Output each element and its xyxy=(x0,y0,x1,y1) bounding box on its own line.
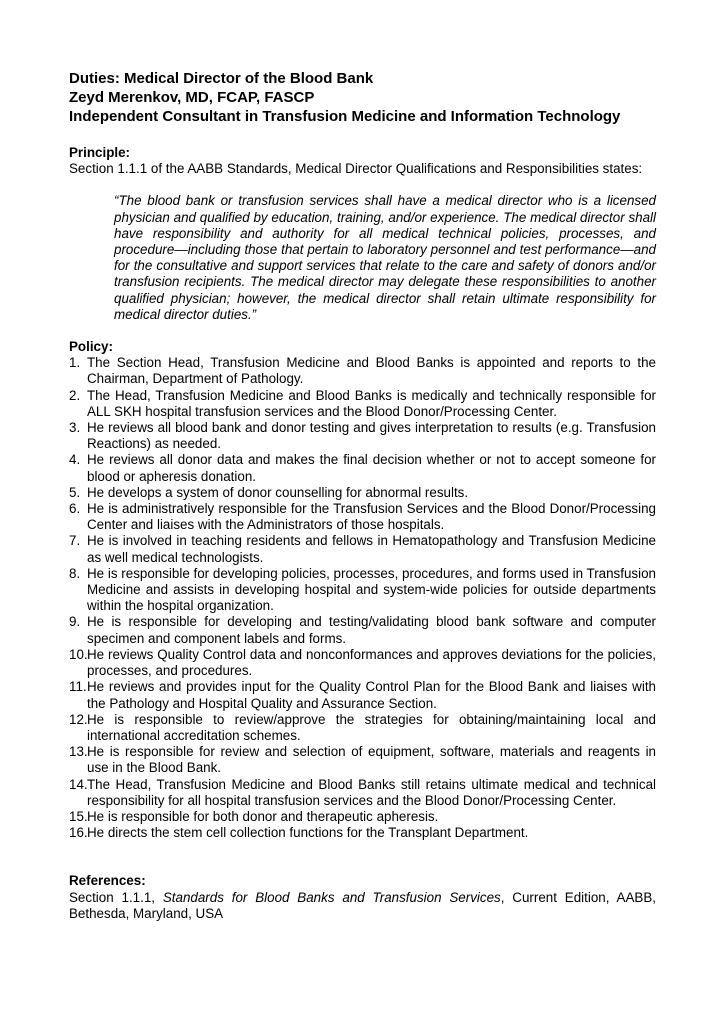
references-section xyxy=(69,873,656,922)
policy-item-number: 7. xyxy=(69,533,81,549)
reference-prefix: Section 1.1.1, xyxy=(69,889,163,905)
policy-item xyxy=(69,388,656,420)
policy-item xyxy=(69,614,656,646)
policy-item xyxy=(69,355,656,387)
policy-item-text: The Section Head, Transfusion Medicine and Blood Banks is appointed and reports to the Chairman, Department of Pathology. xyxy=(87,355,656,387)
policy-item xyxy=(69,744,656,776)
reference-title: Standards for Blood Banks and Transfusion Services xyxy=(162,889,501,905)
policy-item-number: 4. xyxy=(69,452,81,468)
policy-item-number: 13. xyxy=(69,744,88,760)
standards-quote: “The blood bank or transfusion services shall have a medical director who is a licensed physician and qualified by education, training, and/or experience. The medical director shall have responsibility and authority for all medical technical policies, processes, and procedure—including those that pertain to laboratory personnel and test performance—and for the consultative and support services that relate to the care and safety of donors and/or transfusion recipients. The medical director may delegate these responsibilities to another qualified physician; however, the medical director shall retain ultimate responsibility for medical director duties.” xyxy=(114,193,656,322)
principle-heading: Principle: xyxy=(69,145,131,160)
policy-item-text: He reviews Quality Control data and nonconformances and approves deviations for the policies, processes, and procedures. xyxy=(87,646,656,679)
policy-item-text: He reviews all blood bank and donor testing and gives interpretation to results (e.g. Transfusion Reactions) as needed. xyxy=(87,420,656,452)
policy-item-text: He is responsible for developing and testing/validating blood bank software and computer specimen and component labels and forms. xyxy=(87,614,656,646)
policy-item-text: He develops a system of donor counselling for abnormal results. xyxy=(87,484,469,500)
policy-item-text: He is responsible for review and selection of equipment, software, materials and reagents in use in the Blood Bank. xyxy=(87,744,656,776)
document-page xyxy=(69,69,656,922)
policy-item xyxy=(69,452,656,484)
policy-item-number: 9. xyxy=(69,614,81,630)
policy-item-number: 8. xyxy=(69,565,81,581)
policy-item xyxy=(69,501,656,533)
reference-entry xyxy=(69,890,656,922)
policy-item xyxy=(69,825,656,841)
reference-suffix: , Current Edition, AABB, Bethesda, Maryland, USA xyxy=(69,889,656,921)
policy-item-text: He is administratively responsible for the Transfusion Services and the Blood Donor/Processing Center and liaises with the Administrators of those hospitals. xyxy=(87,501,656,533)
author-name: Zeyd Merenkov, MD, FCAP, FASCP xyxy=(69,89,315,106)
policy-item-number: 5. xyxy=(69,484,81,500)
policy-item-number: 2. xyxy=(69,387,81,403)
policy-item xyxy=(69,712,656,744)
policy-item-number: 6. xyxy=(69,501,81,517)
policy-item-number: 11. xyxy=(69,679,87,695)
policy-item-number: 1. xyxy=(69,355,81,371)
policy-item-number: 16. xyxy=(69,825,88,841)
policy-heading: Policy: xyxy=(69,339,113,355)
policy-item xyxy=(69,809,656,825)
principle-intro: Section 1.1.1 of the AABB Standards, Medical Director Qualifications and Responsibilities states: xyxy=(69,161,643,177)
policy-item-text: He reviews all donor data and makes the final decision whether or not to accept someone for blood or apheresis donation. xyxy=(87,452,656,484)
policy-item xyxy=(69,647,656,679)
principle-section xyxy=(69,145,656,323)
policy-item-text: The Head, Transfusion Medicine and Blood Banks still retains ultimate medical and technical responsibility for all hospital transfusion services and the Blood Donor/Processing Center. xyxy=(87,776,656,808)
policy-item-text: He is involved in teaching residents and fellows in Hematopathology and Transfusion Medicine as well medical technologists. xyxy=(87,533,656,565)
policy-item-text: He is responsible to review/approve the strategies for obtaining/maintaining local and international accreditation schemes. xyxy=(87,711,656,743)
policy-item-number: 3. xyxy=(69,420,81,436)
policy-item-text: He is responsible for developing policies, processes, procedures, and forms used in Transfusion Medicine and assists in developing hospital and system-wide policies for outside departments within the hospital organization. xyxy=(87,565,656,614)
policy-item-number: 14. xyxy=(69,776,88,792)
document-header xyxy=(69,69,656,126)
policy-item-text: He is responsible for both donor and therapeutic apheresis. xyxy=(87,808,439,824)
policy-item-number: 12. xyxy=(69,711,88,727)
policy-item xyxy=(69,533,656,565)
policy-item-number: 15. xyxy=(69,808,88,824)
policy-item-text: He directs the stem cell collection functions for the Transplant Department. xyxy=(87,825,529,841)
author-affiliation: Independent Consultant in Transfusion Medicine and Information Technology xyxy=(69,108,621,125)
references-heading: References: xyxy=(69,873,146,889)
policy-item-number: 10. xyxy=(69,646,88,662)
policy-item xyxy=(69,777,656,809)
policy-item xyxy=(69,566,656,615)
policy-item-text: The Head, Transfusion Medicine and Blood Banks is medically and technically responsible for ALL SKH hospital transfusion services and the Blood Donor/Processing Center. xyxy=(87,387,656,419)
policy-item-text: He reviews and provides input for the Quality Control Plan for the Blood Bank and liaises with the Pathology and Hospital Quality and Assurance Section. xyxy=(87,679,656,711)
document-title: Duties: Medical Director of the Blood Bank xyxy=(69,70,374,87)
policy-list xyxy=(69,355,656,841)
policy-item xyxy=(69,679,656,711)
policy-section xyxy=(69,339,656,841)
policy-item xyxy=(69,485,656,501)
policy-item xyxy=(69,420,656,452)
